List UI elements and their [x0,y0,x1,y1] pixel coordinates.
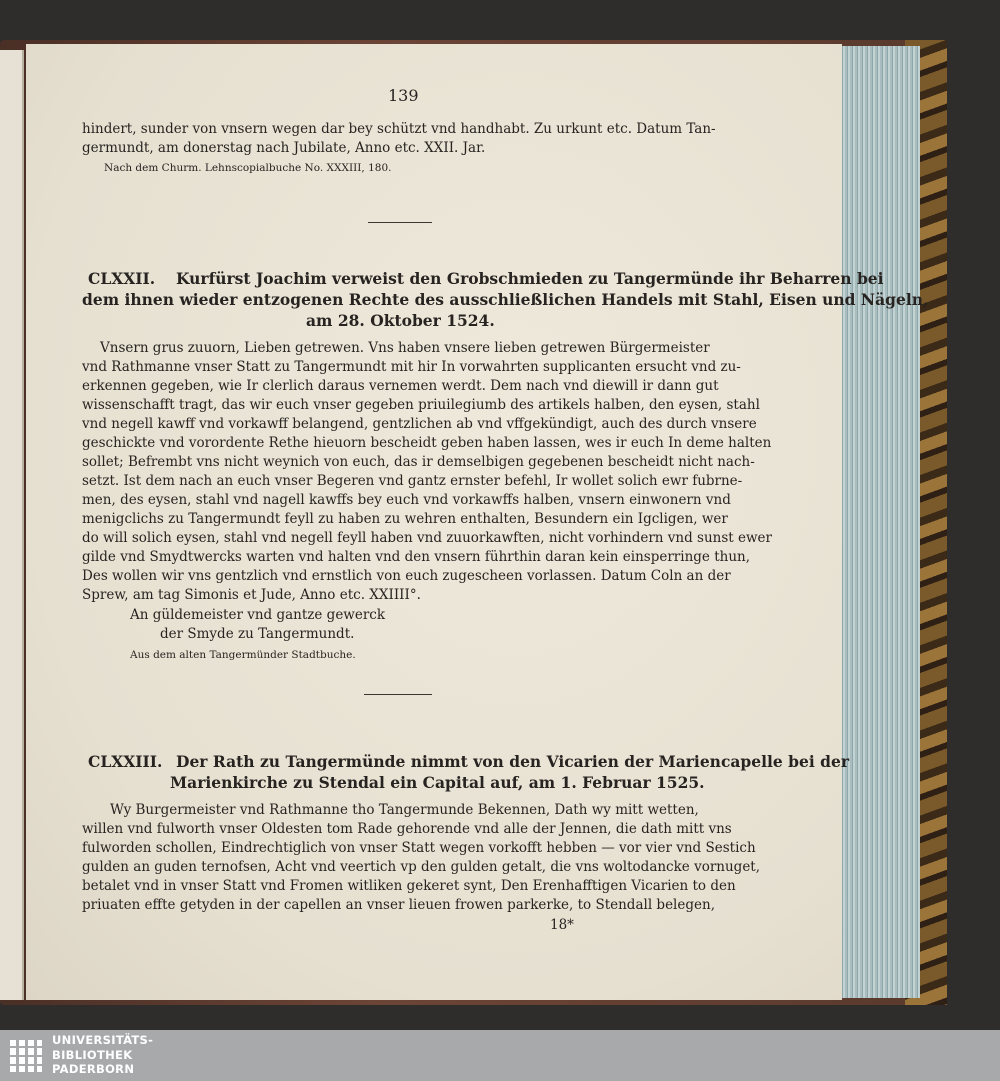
doc-title-line: Der Rath zu Tangermünde nimmt von den Vicarien der Mariencapelle bei der [176,752,850,771]
doc-body-line: geschickte vnd vorordente Rethe hieuorn bescheidt geben haben lassen, wes ir euch In deme halten [82,435,772,451]
section-divider [364,694,432,695]
doc-body-line: wissenschafft tragt, das wir euch vnser gegeben priuilegiumb des artikels halben, den eysen, stahl [82,397,760,413]
doc-body-line: Wy Burgermeister vnd Rathmanne tho Tangermunde Bekennen, Dath wy mitt wetten, [110,802,699,818]
signature-mark: 18* [550,917,574,933]
library-name-line: UNIVERSITÄTS- [52,1033,154,1047]
doc-title-line: Marienkirche zu Stendal ein Capital auf, am 1. Februar 1525. [170,773,705,792]
address-line: der Smyde zu Tangermundt. [160,626,355,642]
doc-number: CLXXIII. [88,752,163,771]
doc-source-note: Aus dem alten Tangermünder Stadtbuche. [130,649,356,661]
doc-body-line: Vnsern grus zuuorn, Lieben getrewen. Vns haben vnsere lieben getrewen Bürgermeister [100,340,710,356]
doc-body-line: priuaten effte getyden in der capellen an vnser lieuen frowen parkerke, to Stendall belegen, [82,897,715,913]
doc-body-line: betalet vnd in vnser Statt vnd Fromen witliken gekeret synt, Den Erenhafftigen Vicarien to den [82,878,736,894]
doc-body-line: Sprew, am tag Simonis et Jude, Anno etc. XXIIII°. [82,587,421,603]
book-page [26,44,929,1000]
doc-body-line: fulworden schollen, Eindrechtiglich von vnser Statt wegen vorkofft hebben — vor vier vnd Sestich [82,840,756,856]
intro-line: germundt, am donerstag nach Jubilate, Anno etc. XXII. Jar. [82,140,486,156]
doc-body-line: sollet; Befrembt vns nicht weynich von euch, das ir demselbigen gegebenen bescheidt nicht nach- [82,454,755,470]
doc-body-line: Des wollen wir vns gentzlich vnd ernstlich von euch zugescheen vorlassen. Datum Coln an der [82,568,731,584]
page-number: 139 [388,86,419,105]
library-name [52,1033,153,1077]
intro-line: hindert, sunder von vnsern wegen dar bey schützt vnd handhabt. Zu urkunt etc. Datum Tan- [82,121,716,137]
doc-body-line: setzt. Ist dem nach an euch vnser Begeren vnd gantz ernster befehl, Ir wollet solich ewr fubrne- [82,473,743,489]
doc-body-line: gilde vnd Smydtwercks warten vnd halten vnd den vnsern führthin daran kein einsperringe thun, [82,549,750,565]
doc-title-line: Kurfürst Joachim verweist den Grobschmieden zu Tangermünde ihr Beharren bei [176,269,884,288]
section-divider [368,222,432,223]
doc-body-line: menigclichs zu Tangermundt feyll zu haben zu wehren enthalten, Besundern ein Igcligen, wer [82,511,728,527]
library-footer [0,1030,1000,1081]
doc-body-line: willen vnd fulworth vnser Oldesten tom Rade gehorende vnd alle der Jennen, die dath mitt vns [82,821,732,837]
doc-body-line: erkennen gegeben, wie Ir clerlich daraus vernemen werdt. Dem nach vnd diewill ir dann gut [82,378,719,394]
doc-body-line: vnd Rathmanne vnser Statt zu Tangermundt mit hir In vorwahrten supplicanten ersucht vnd zu- [82,359,741,375]
doc-title-line: dem ihnen wieder entzogenen Rechte des ausschließlichen Handels mit Stahl, Eisen und Nägeln, [82,290,929,309]
address-line: An güldemeister vnd gantze gewerck [130,607,386,623]
doc-number: CLXXII. [88,269,156,288]
library-name-line: BIBLIOTHEK [52,1047,133,1062]
doc-body-line: vnd negell kawff vnd vorkawff belangend, gentzlichen ab vnd vffgekündigt, auch des durch vnsere [82,416,757,432]
page-edges [838,46,920,998]
doc-body-line: do will solich eysen, stahl vnd negell feyll haben vnd zuuorkawften, nicht vorhindern vnd sunst ewer [82,530,772,546]
library-logo-icon [8,1038,44,1074]
doc-date: am 28. Oktober 1524. [306,311,495,330]
facing-page-edge [0,50,24,1000]
doc-body-line: gulden an guden ternofsen, Acht vnd veertich vp den gulden getalt, die vns woltodancke vornuget, [82,859,761,875]
doc-body-line: men, des eysen, stahl vnd nagell kawffs bey euch vnd vorkawffs halben, vnsern einwonern vnd [82,492,731,508]
intro-source-note: Nach dem Churm. Lehnscopialbuche No. XXXIII, 180. [104,162,392,174]
library-name-line: PADERBORN [52,1062,135,1076]
